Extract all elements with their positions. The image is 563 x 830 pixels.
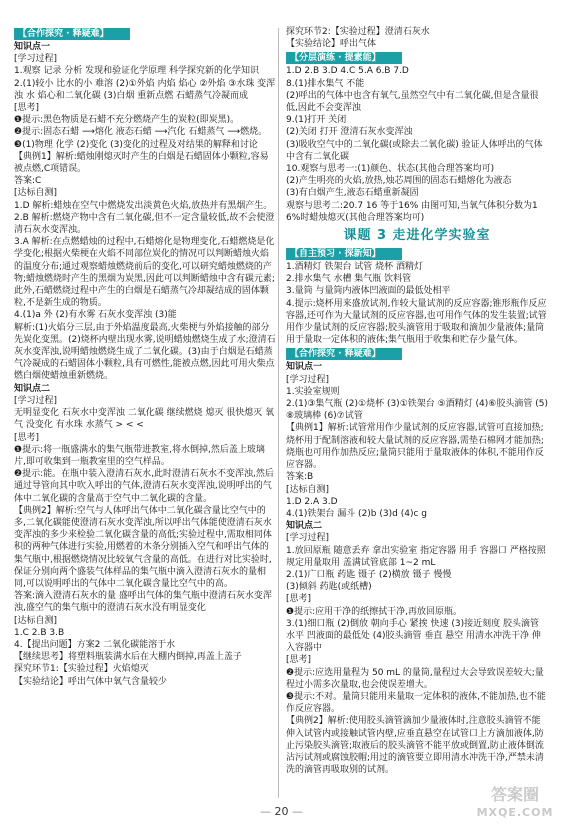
answer-line: 【继续思考】将塑料瓶装满水后在大棚内倒掉,再盖上盖子 xyxy=(14,652,242,663)
answer-line: 观察与思考二:20.7 16 等于16% 由图可知,当氧气体积分数为16%时蜡烛熄灭(其他合理答案均可) xyxy=(286,200,538,223)
answer-line: 答案:滴入澄清石灰水的量 盛呼出气体的集气瓶中澄清石灰水变浑浊,盛空气的集气瓶中的澄清石灰水没有明显变化 xyxy=(14,591,272,614)
answer-line: 【典例2】解析:使用胶头滴管滴加少量液体时,注意胶头滴管不能伸入试管内或接触试管内壁,应垂直悬空在试管口上方滴加液体,防止污染胶头滴管;取液后的胶头滴管不能平放或倒置,防止液体倒流沾污试剂或腐蚀胶帽;用过的滴管要立即用清水冲洗干净,严禁未清洗的滴管再吸取别的试剂。 xyxy=(286,716,544,776)
answer-line: [思考] xyxy=(286,594,312,605)
answer-line: ❶提示:将一瓶盛满水的集气瓶带进教室,将水倒掉,然后盖上玻璃片,即可收集到一瓶教室里的空气样品。 xyxy=(14,444,265,467)
knowledge-point-heading: 知识点二 xyxy=(286,521,323,532)
answer-line: (2)产生明亮的火焰,放热,烛芯周围的固态石蜡熔化为液态 xyxy=(286,176,512,187)
site-watermark-logo xyxy=(470,786,560,826)
section-header: 【合作探究 · 释疑难】 xyxy=(286,348,402,360)
answer-line: 2.排水集气 水槽 集气瓶 饮料管 xyxy=(286,274,412,285)
answer-line: 4.(1)铁架台 漏斗 (2)b (3)d (4)c g xyxy=(286,508,427,519)
answer-line: [达标自测] xyxy=(286,484,330,495)
answer-line: ❷提示:固态石蜡 ⟶熔化 液态石蜡 ⟶汽化 石蜡蒸气 ⟶燃烧。 xyxy=(14,127,268,138)
watermark-line2: MXQE.COM xyxy=(476,806,554,819)
answer-line: ❶提示:应用干净的纸擦拭干净,再放回原瓶。 xyxy=(286,606,462,617)
answer-line: 3.量筒 与量筒内液体凹液面的最低处相平 xyxy=(286,286,451,297)
column-divider xyxy=(278,28,279,798)
answer-line: 2.(1)广口瓶 药匙 镊子 (2)横放 镊子 慢慢 xyxy=(286,569,452,580)
knowledge-point-heading: 知识点一 xyxy=(14,42,51,52)
section-header: 【合作探究 · 释疑难】 xyxy=(14,28,130,40)
answer-line: 4.【提出问题】方案2 二氧化碳能溶于水 xyxy=(14,639,176,650)
answer-line: (2)呼出的气体中也含有氧气,虽然空气中有二氧化碳,但是含量很低,因此不会变浑浊 xyxy=(286,90,539,114)
answer-line: (3)吸收空气中的二氧化碳(或除去二氧化碳) 验证人体呼出的气体中含有二氧化碳 xyxy=(286,139,543,162)
page-number: — 20 — xyxy=(260,805,303,818)
answer-line: 4.(1)a 外 (2)有水雾 石灰水变浑浊 (3)能 xyxy=(14,310,177,321)
answer-line: 9.(1)打开 关闭 xyxy=(286,115,347,126)
answer-line: 【典例1】解析:试管常用作少量试剂的反应容器,试管可直接加热;烧杯用于配制溶液和较大量试剂的反应容器,需垫石棉网才能加热;烧瓶也可用作加热反应;量筒只能用于量取液体的体积,不能用作反应容器。 xyxy=(286,423,544,471)
right-column xyxy=(286,26,548,796)
answer-line: 10.观察与思考一:(1)颜色、状态(其他合理答案均可) xyxy=(286,164,495,175)
answer-line: 1.实验室规则 xyxy=(286,386,340,397)
answer-line: 1.D 2.B 3.D 4.C 5.A 6.B 7.D xyxy=(286,66,409,77)
answer-line: 【典例1】解析:蜡烛刚熄灭时产生的白烟是石蜡固体小颗粒,容易被点燃,C项错误。 xyxy=(14,151,269,175)
answer-line: 【典例2】解析:空气与人体呼出气体中二氧化碳含量比空气中的多,二氧化碳能使澄清石灰水变浑浊,所以呼出气体能使澄清石灰水变浑浊的多少来检验二氧化碳含量的高低;实验过程中,需取相同体积的两种气体进行实验,用燃着的木条分别插入空气和呼出气体的集气瓶中,根据燃烧情况比较氧气含量的高低。在进行对比实验时,保证分别向两个盛装气体样品的集气瓶中滴入澄清石灰水的量相同,可以说明呼出的气体中二氧化碳含量比空气中的高。 xyxy=(14,505,272,589)
answer-line: 2.(1)③集气瓶 (2)①烧杯 (3)①铁架台 ⑤酒精灯 (4)⑥胶头滴管 (5)⑧玻璃棒 (6)⑦试管 xyxy=(286,399,548,422)
answer-line: ❶提示:黑色物质是石蜡不充分燃烧产生的炭粒(即炭黑)。 xyxy=(14,115,240,126)
knowledge-point-heading: 知识点一 xyxy=(286,362,323,373)
knowledge-point-heading: 知识点二 xyxy=(14,383,51,394)
answer-line: 【实验结论】呼出气体 xyxy=(286,39,377,50)
answer-line: 1.C 2.B 3.B xyxy=(14,627,65,638)
answer-line: [学习过程] xyxy=(286,374,330,385)
answer-line: 探究环节2:【实验过程】澄清石灰水 xyxy=(286,27,430,37)
answer-line: ❸(1)物理 化学 (2)变化 (3)变化的过程及对结果的解释和讨论 xyxy=(14,139,258,150)
answer-line: [思考] xyxy=(14,103,40,114)
section-header: 【分层演练 · 提素能】 xyxy=(286,52,402,64)
answer-line: [学习过程] xyxy=(14,54,58,65)
section-header: 【自主预习 · 探新知】 xyxy=(286,248,402,260)
answer-line: 答案:C xyxy=(14,176,42,187)
answer-line: 答案:B xyxy=(286,472,314,483)
answer-line: [思考] xyxy=(14,432,40,443)
answer-line: ❷提示:应选用量程为 50 mL 的量筒,量程过大会导致误差较大;量程过小需多次量取,也会使误差增大。 xyxy=(286,667,544,690)
answer-line: 1.观察 记录 分析 发现和验证化学原理 科学探究新的化学知识 xyxy=(14,66,260,77)
answer-line: 3.(1)细口瓶 (2)倒放 朝向手心 紧挨 快速 (3)接近刻度 胶头滴管 水平 凹液面的最低处 (4)胶头滴管 垂直 悬空 用清水冲洗干净 伸入容器中 xyxy=(286,618,541,654)
answer-line: 1.酒精灯 铁架台 试管 烧杯 酒精灯 xyxy=(286,262,424,273)
answer-line: 4.提示:烧杯用来盛放试剂,作较大量试剂的反应容器;锥形瓶作反应容器,还可作为大量试剂的反应容器,也可用作气体的发生装置;试管用作少量试剂的反应容器;胶头滴管用于吸取和滴加少量液体;量筒用于量取一定体积的液体;集气瓶用于收集和贮存少量气体。 xyxy=(286,298,547,346)
answer-line: 1.D 2.A 3.D xyxy=(286,496,338,507)
answer-line: 无明显变化 石灰水中变浑浊 二氧化碳 继续燃烧 熄灭 很快熄灭 氧气 没变化 有水珠 水蒸气 > < < xyxy=(14,408,275,431)
answer-line: [思考] xyxy=(286,655,312,666)
answer-line: (3)倾斜 药匙(或纸槽) xyxy=(286,582,372,593)
answer-line: ❷提示:能。在瓶中装入澄清石灰水,此时澄清石灰水不变浑浊,然后通过导管向其中吹入呼出的气体,澄清石灰水变浑浊,说明呼出的气体中二氧化碳的含量高于空气中二氧化碳的含量。 xyxy=(14,469,274,504)
answer-line: 3.A 解析:在点燃蜡烛的过程中,石蜡熔化是物理变化,石蜡燃烧是化学变化;根据火柴梗在火焰不同部位炭化的情况可以判断蜡烛火焰的温度分布;通过观察蜡烛燃烧前后的变化,可以研究蜡烛燃烧的产物;蜡烛燃烧时产生的黑烟为炭黑,因此可以判断蜡烛中含有碳元素;此外,石蜡燃烧过程中产生的白烟是石蜡蒸气冷却凝结成的固体颗粒,不是新生成的物质。 xyxy=(14,237,275,309)
answer-line: 【实验结论】呼出气体中氧气含量较少 xyxy=(14,676,168,687)
page-number-text: 20 xyxy=(274,805,289,818)
answer-line: 2.B 解析:燃烧产物中含有二氧化碳,但不一定含量较低,故不会使澄清石灰水变浑浊。 xyxy=(14,212,275,236)
answer-line: [达标自测] xyxy=(14,188,58,199)
answer-line: [学习过程] xyxy=(286,533,330,544)
answer-line: 2.(1)较小 比水的小 难溶 (2)①外焰 内焰 焰心 ②外焰 ③水珠 变浑浊 水 焰心和二氧化碳 (3)白烟 重新点燃 石蜡蒸气冷凝而成 xyxy=(14,78,276,101)
answer-line: [学习过程] xyxy=(14,395,58,406)
answer-line: [达标自测] xyxy=(14,615,58,626)
answer-line: 解析:(1)火焰分三层,由于外焰温度最高,火柴梗与外焰接触的部分先炭化变黑。(2)烧杯内壁出现水雾,说明蜡烛燃烧生成了水;澄清石灰水变浑浊,说明蜡烛燃烧生成了二氧化碳。(3)由于白烟是石蜡蒸气冷凝成的石蜡固体小颗粒,具有可燃性,能被点燃,因此可用火柴点燃白烟使蜡烛重新燃烧。 xyxy=(14,322,276,382)
answer-line: 1.D 解析:蜡烛在空气中燃烧发出淡黄色火焰,放热并有黑烟产生。 xyxy=(14,200,273,211)
answer-line: 1.放回原瓶 随意丢弃 拿出实验室 指定容器 用手 容器口 严格按照规定用量取用 盖满试管底部 1~2 mL xyxy=(286,545,546,568)
answer-line: (3)有白烟产生,液态石蜡重新凝固 xyxy=(286,188,419,199)
answer-line: (2)关闭 打开 澄清石灰水变浑浊 xyxy=(286,127,413,138)
lesson-title: 课题 3 走进化学实验室 xyxy=(343,228,491,244)
answer-line: 探究环节1:【实验过程】火焰熄灭 xyxy=(14,664,149,675)
left-column xyxy=(14,26,276,796)
answer-line: ❸提示:不对。量筒只能用来量取一定体积的液体,不能加热,也不能作反应容器。 xyxy=(286,691,546,715)
watermark-line1: 答案圈 xyxy=(490,785,539,804)
answer-line: 8.(1)排水集气 不能 xyxy=(286,78,365,89)
